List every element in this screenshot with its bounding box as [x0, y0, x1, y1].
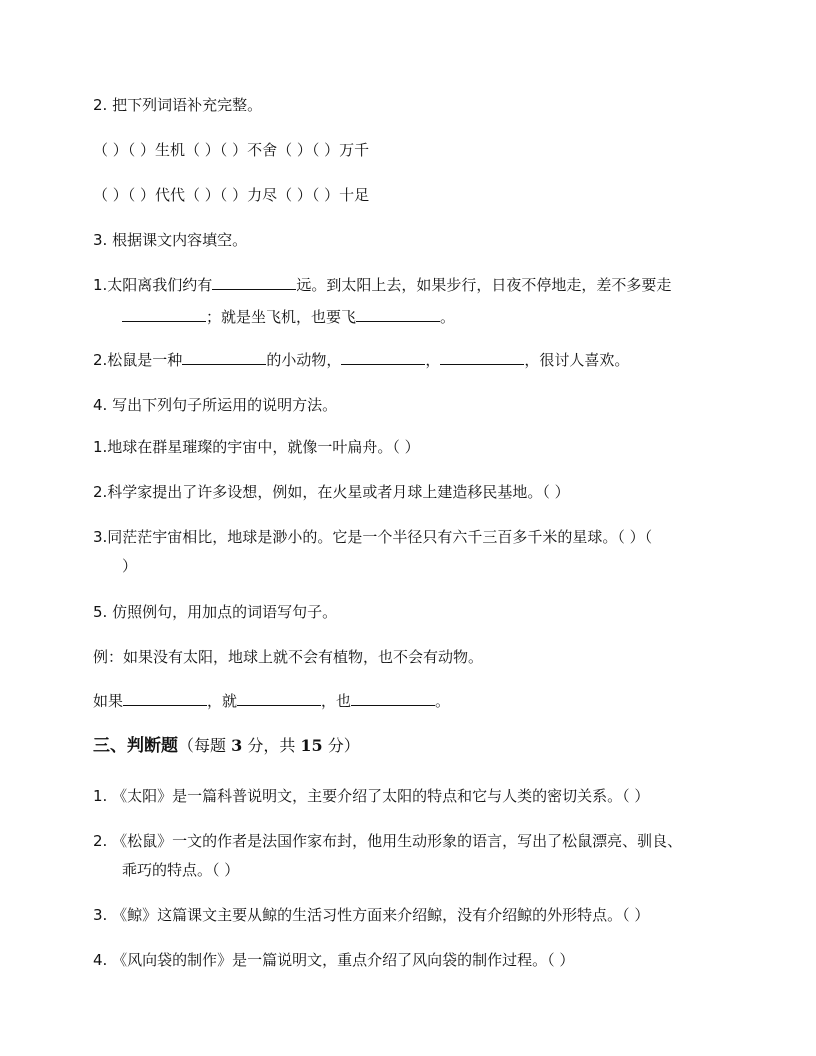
blank[interactable] — [356, 307, 440, 322]
blank[interactable] — [351, 691, 435, 706]
q2-row-1: （ ）（ ）生机（ ）（ ）不舍（ ）（ ）万千 — [93, 141, 370, 159]
blank[interactable] — [123, 691, 207, 706]
q5-title: 5. 仿照例句，用加点的词语写句子。 — [93, 603, 338, 621]
q2-row-2: （ ）（ ）代代（ ）（ ）力尽（ ）（ ）十足 — [93, 186, 370, 204]
q3-i2-text-2: 的小动物， — [266, 351, 342, 369]
q2-title: 2. 把下列词语补充完整。 — [93, 96, 263, 114]
q3-i2-text-4: ，很讨人喜欢。 — [524, 351, 630, 369]
judge-item-2-line-1: 2. 《松鼠》一文的作者是法国作家布封，他用生动形象的语言，写出了松鼠漂亮、驯良、 — [93, 832, 683, 850]
q4-item-3-line-1: 3.同茫茫宇宙相比，地球是渺小的。它是一个半径只有六千三百多千米的星球。（ ）（ — [93, 528, 653, 546]
q4-item-2: 2.科学家提出了许多设想，例如，在火星或者月球上建造移民基地。（ ） — [93, 483, 570, 501]
judge-item-2-line-2: 乖巧的特点。（ ） — [122, 861, 240, 879]
q3-i1-text-1: 1.太阳离我们约有 — [93, 276, 213, 294]
section-3-title: 三、判断题 — [93, 736, 178, 756]
judge-item-3: 3. 《鲸》这篇课文主要从鲸的生活习性方面来介绍鲸，没有介绍鲸的外形特点。（ ） — [93, 906, 650, 924]
q4-item-3-line-2: ） — [122, 557, 138, 575]
q4-title: 4. 写出下列句子所运用的说明方法。 — [93, 396, 338, 414]
blank[interactable] — [212, 275, 296, 290]
q3-item-2 — [93, 350, 629, 370]
q3-i2-text-3: ， — [425, 351, 441, 369]
q3-i1-text-3: ；就是坐飞机，也要飞 — [206, 308, 357, 326]
q5-text-2: ，就 — [207, 692, 238, 710]
judge-item-4: 4. 《风向袋的制作》是一篇说明文，重点介绍了风向袋的制作过程。（ ） — [93, 951, 575, 969]
q5-text-4: 。 — [435, 692, 451, 710]
blank[interactable] — [122, 307, 206, 322]
q5-answer-line — [93, 691, 450, 711]
judge-item-1: 1. 《太阳》是一篇科普说明文，主要介绍了太阳的特点和它与人类的密切关系。（ ） — [93, 787, 650, 805]
blank[interactable] — [182, 350, 266, 365]
q3-i1-text-2: 远。到太阳上去，如果步行，日夜不停地走，差不多要走 — [296, 276, 672, 294]
q3-item-1-line-2 — [122, 307, 455, 327]
q3-item-1-line-1 — [93, 275, 671, 295]
section-3-scoring: （每题 3 分，共 15 分） — [178, 736, 360, 755]
section-3-heading — [93, 736, 360, 756]
q5-example: 例：如果没有太阳，地球上就不会有植物，也不会有动物。 — [93, 648, 484, 666]
blank[interactable] — [237, 691, 321, 706]
q3-title: 3. 根据课文内容填空。 — [93, 231, 248, 249]
q3-i1-text-4: 。 — [440, 308, 456, 326]
q4-item-1: 1.地球在群星璀璨的宇宙中，就像一叶扁舟。（ ） — [93, 438, 420, 456]
q5-text-3: ，也 — [321, 692, 352, 710]
blank[interactable] — [440, 350, 524, 365]
q5-text-1: 如果 — [93, 692, 124, 710]
q3-i2-text-1: 2.松鼠是一种 — [93, 351, 183, 369]
blank[interactable] — [341, 350, 425, 365]
